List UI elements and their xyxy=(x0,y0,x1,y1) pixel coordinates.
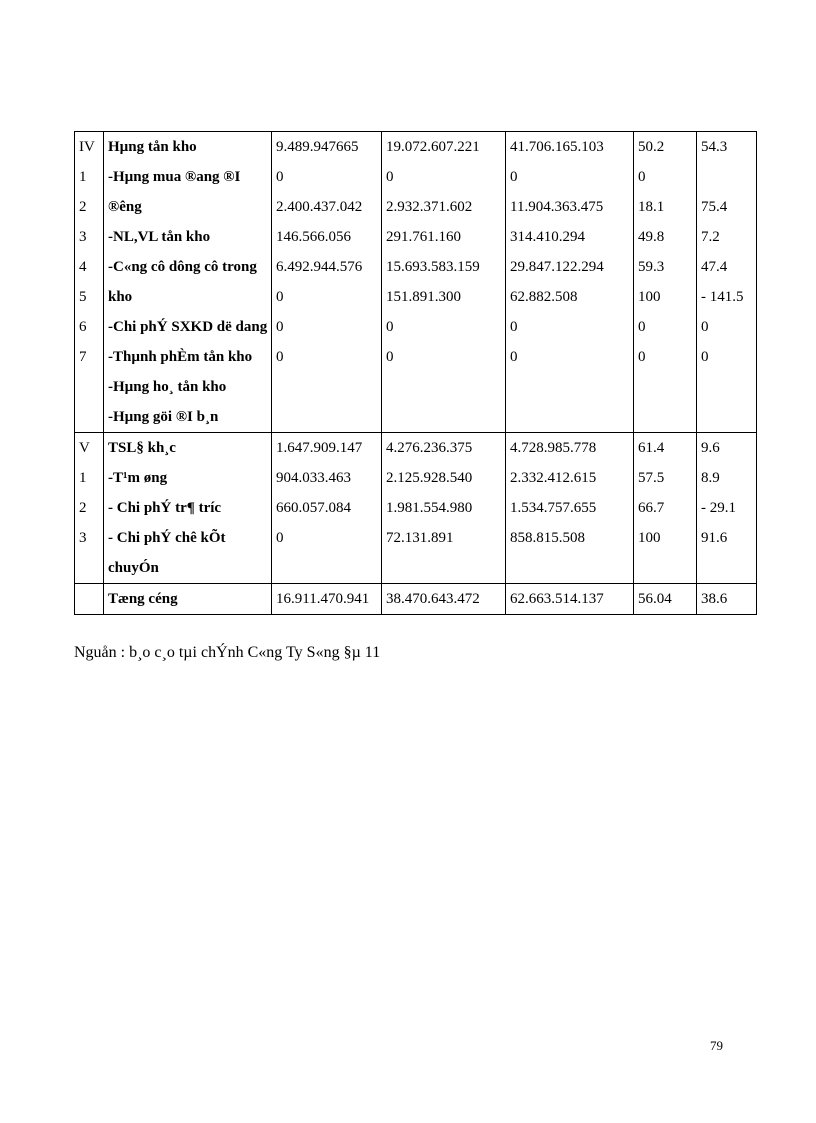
cell-line: 7 xyxy=(79,349,87,365)
cell-line: - Chi phÝ chê kÕt xyxy=(108,530,226,546)
cell-line: 0 xyxy=(510,169,518,185)
cell-line: 49.8 xyxy=(638,229,665,245)
cell-line: ®êng xyxy=(108,199,142,215)
cell-line: 11.904.363.475 xyxy=(510,199,604,215)
cell-line: 2.932.371.602 xyxy=(386,199,473,215)
table-row xyxy=(75,132,757,433)
item-cell xyxy=(104,433,272,584)
cell-line: 0 xyxy=(510,349,518,365)
cell-line: 660.057.084 xyxy=(276,500,351,516)
cell-line: 314.410.294 xyxy=(510,229,585,245)
cell-line: Hµng tån kho xyxy=(108,139,197,155)
cell-line: 1 xyxy=(79,169,87,185)
cell-line: 151.891.300 xyxy=(386,289,461,305)
cell-line: 1.647.909.147 xyxy=(276,440,363,456)
cell-line: kho xyxy=(108,289,133,305)
cell-line: 1.981.554.980 xyxy=(386,500,473,516)
cell-line: 47.4 xyxy=(701,259,728,275)
value-cell xyxy=(697,132,757,433)
cell-line: 2 xyxy=(79,199,87,215)
value-cell xyxy=(634,132,697,433)
cell-line: 72.131.891 xyxy=(386,530,454,546)
cell-line: V xyxy=(79,440,90,456)
cell-line: 2.125.928.540 xyxy=(386,470,473,486)
cell-line: 57.5 xyxy=(638,470,665,486)
cell-line: 0 xyxy=(386,169,394,185)
cell-line: 0 xyxy=(276,319,284,335)
total-value: 38.470.643.472 xyxy=(382,584,506,615)
financial-table xyxy=(74,131,757,615)
cell-line: TSL§ kh¸c xyxy=(108,440,176,456)
value-cell xyxy=(382,132,506,433)
cell-line: 41.706.165.103 xyxy=(510,139,604,155)
cell-line: 8.9 xyxy=(701,470,720,486)
value-cell xyxy=(382,433,506,584)
cell-line: 59.3 xyxy=(638,259,665,275)
cell-line: 0 xyxy=(276,530,284,546)
cell-line: 75.4 xyxy=(701,199,728,215)
cell-line: 0 xyxy=(386,319,394,335)
cell-line: 146.566.056 xyxy=(276,229,351,245)
cell-line: 19.072.607.221 xyxy=(386,139,480,155)
group-inventory xyxy=(75,132,757,433)
index-cell xyxy=(75,584,104,615)
index-cell xyxy=(75,433,104,584)
cell-line: 3 xyxy=(79,229,87,245)
cell-line: 100 xyxy=(638,289,661,305)
item-cell xyxy=(104,132,272,433)
cell-line: 61.4 xyxy=(638,440,665,456)
cell-line: 291.761.160 xyxy=(386,229,461,245)
cell-line: - 141.5 xyxy=(701,289,744,305)
cell-line: 0 xyxy=(276,349,284,365)
cell-line: 2.332.412.615 xyxy=(510,470,597,486)
cell-line: - 29.1 xyxy=(701,500,736,516)
source-note: Nguån : b¸o c¸o tµi chÝnh C«ng Ty S«ng §µ 11 xyxy=(74,644,381,661)
cell-line: 0 xyxy=(701,349,709,365)
cell-line: 29.847.122.294 xyxy=(510,259,604,275)
cell-line: -NL,VL tån kho xyxy=(108,229,211,245)
total-row xyxy=(75,584,757,615)
total-label: Tæng céng xyxy=(104,584,272,615)
cell-line: -Hµng ho¸ tån kho xyxy=(108,379,227,395)
cell-line: 50.2 xyxy=(638,139,665,155)
cell-line: 0 xyxy=(638,349,646,365)
cell-line: 0 xyxy=(701,319,709,335)
cell-line: 1 xyxy=(79,470,87,486)
value-cell xyxy=(506,433,634,584)
cell-line: 0 xyxy=(638,169,646,185)
cell-line: 4.728.985.778 xyxy=(510,440,597,456)
cell-line xyxy=(701,162,752,192)
cell-line: 6.492.944.576 xyxy=(276,259,363,275)
cell-line: 100 xyxy=(638,530,661,546)
total-value: 38.6 xyxy=(697,584,757,615)
cell-line: 4 xyxy=(79,259,87,275)
cell-line: chuyÓn xyxy=(108,560,159,576)
cell-line: 6 xyxy=(79,319,87,335)
cell-line: 18.1 xyxy=(638,199,665,215)
cell-line: 3 xyxy=(79,530,87,546)
cell-line: 66.7 xyxy=(638,500,665,516)
total-value: 56.04 xyxy=(634,584,697,615)
cell-line: -Chi phÝ SXKD dë dang xyxy=(108,319,268,335)
index-cell xyxy=(75,132,104,433)
cell-line: 62.882.508 xyxy=(510,289,578,305)
value-cell xyxy=(697,433,757,584)
value-cell xyxy=(634,433,697,584)
cell-line: -C«ng cô dông cô trong xyxy=(108,259,257,275)
value-cell xyxy=(272,433,382,584)
cell-line: -T¹m øng xyxy=(108,470,168,486)
cell-line: -Hµng mua ®ang ®I xyxy=(108,169,241,185)
cell-line: - Chi phÝ tr¶ tríc xyxy=(108,500,222,516)
total-group xyxy=(75,584,757,615)
cell-line: 0 xyxy=(276,289,284,305)
total-value: 62.663.514.137 xyxy=(506,584,634,615)
cell-line: 904.033.463 xyxy=(276,470,351,486)
group-other-current-assets xyxy=(75,433,757,584)
cell-line: 0 xyxy=(276,169,284,185)
cell-line: 54.3 xyxy=(701,139,728,155)
cell-line: 2 xyxy=(79,500,87,516)
cell-line: 4.276.236.375 xyxy=(386,440,473,456)
cell-line: 1.534.757.655 xyxy=(510,500,597,516)
cell-line: 9.489.947665 xyxy=(276,139,359,155)
cell-line: -Hµng göi ®I b¸n xyxy=(108,409,219,425)
cell-line: 5 xyxy=(79,289,87,305)
value-cell xyxy=(506,132,634,433)
cell-line: 15.693.583.159 xyxy=(386,259,480,275)
total-value: 16.911.470.941 xyxy=(272,584,382,615)
cell-line: 0 xyxy=(510,319,518,335)
table-row xyxy=(75,433,757,584)
cell-line: 0 xyxy=(386,349,394,365)
page-number: 79 xyxy=(710,1038,723,1053)
value-cell xyxy=(272,132,382,433)
cell-line: 2.400.437.042 xyxy=(276,199,363,215)
cell-line: 0 xyxy=(638,319,646,335)
cell-line: 858.815.508 xyxy=(510,530,585,546)
cell-line: -Thµnh phÈm tån kho xyxy=(108,349,253,365)
cell-line: 7.2 xyxy=(701,229,720,245)
cell-line: 9.6 xyxy=(701,440,720,456)
cell-line: IV xyxy=(79,139,95,155)
cell-line: 91.6 xyxy=(701,530,728,546)
